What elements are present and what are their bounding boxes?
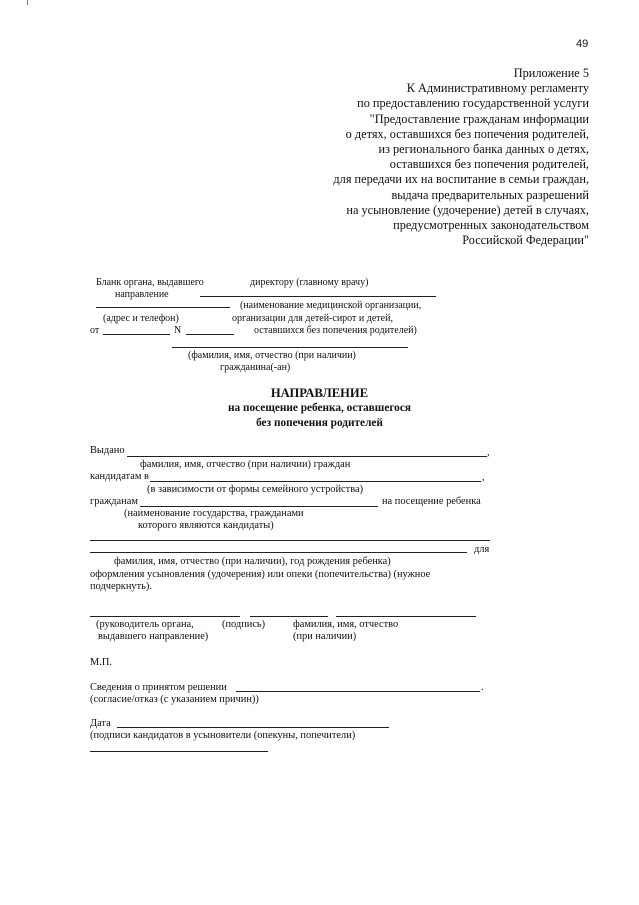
- from-label: от: [90, 325, 100, 336]
- document-subtitle: на посещение ребенка, оставшегося: [228, 402, 411, 414]
- fio-caption-sign: фамилия, имя, отчество: [293, 619, 399, 630]
- appendix-line: Приложение 5: [513, 66, 589, 80]
- state-caption-2: которого являются кандидаты): [138, 520, 274, 531]
- scan-edge-mark: [27, 0, 28, 5]
- child-line-2[interactable]: [90, 552, 467, 553]
- head-caption-2: выдавшего направление): [98, 631, 209, 642]
- date-from-line[interactable]: [103, 334, 170, 335]
- issued-to-line[interactable]: [127, 456, 487, 457]
- appendix-block: [333, 66, 589, 248]
- candidates-sign-line[interactable]: [90, 751, 268, 752]
- appendix-line: оставшихся без попечения родителей,: [389, 157, 589, 172]
- fio-caption: (фамилия, имя, отчество (при наличии): [188, 350, 356, 361]
- org-name-caption-2: организации для детей-сирот и детей,: [232, 313, 393, 324]
- org-name-caption: (наименование медицинской организации,: [240, 300, 422, 311]
- addressee-line[interactable]: [200, 296, 436, 297]
- number-line[interactable]: [186, 334, 234, 335]
- blank-label: Бланк органа, выдавшего: [96, 277, 204, 288]
- document-subtitle-2: без попечения родителей: [256, 417, 383, 429]
- comma: ,: [487, 447, 490, 458]
- fio-signature-line[interactable]: [336, 616, 476, 617]
- sign-line[interactable]: [250, 616, 328, 617]
- candidates-line[interactable]: [150, 481, 481, 482]
- blank-label-2: направление: [115, 289, 169, 300]
- head-caption: (руководитель органа,: [96, 619, 194, 630]
- decision-caption: (согласие/отказ (с указанием причин)): [90, 694, 259, 705]
- date-line[interactable]: [117, 727, 389, 728]
- org-name-caption-3: оставшихся без попечения родителей): [254, 325, 417, 336]
- state-caption: (наименование государства, гражданами: [124, 508, 304, 519]
- appendix-line: "Предоставление гражданам информации: [369, 111, 589, 126]
- date-label: Дата: [90, 718, 111, 729]
- sign-caption: (подпись): [222, 619, 266, 630]
- blank-line[interactable]: [96, 307, 230, 308]
- issued-label: Выдано: [90, 445, 125, 456]
- document-title: НАПРАВЛЕНИЕ: [270, 386, 369, 400]
- fio-citizens-caption: фамилия, имя, отчество (при наличии) граждан: [140, 459, 351, 470]
- candidates-label: кандидатам в: [90, 471, 149, 482]
- visit-label: на посещение ребенка: [382, 496, 481, 507]
- appendix-line: К Административному регламенту: [406, 81, 589, 96]
- appendix-line: Российской Федерации": [462, 233, 589, 248]
- number-label: N: [174, 325, 182, 336]
- purpose-text-2: подчеркнуть).: [90, 581, 152, 592]
- appendix-line: на усыновление (удочерение) детей в случаях,: [346, 202, 589, 217]
- appendix-line: из регионального банка данных о детях,: [378, 142, 589, 157]
- decision-period: .: [481, 682, 484, 693]
- family-form-caption: (в зависимости от формы семейного устройства): [147, 484, 364, 495]
- appendix-line: о детях, оставшихся без попечения родителей,: [345, 126, 589, 141]
- decision-line[interactable]: [236, 691, 480, 692]
- child-line-1[interactable]: [90, 540, 490, 541]
- head-signature-line[interactable]: [90, 616, 240, 617]
- candidates-sign-caption: (подписи кандидатов в усыновители (опекуны, попечители): [90, 730, 356, 741]
- fio-caption-sign-2: (при наличии): [293, 631, 357, 642]
- director-label: директору (главному врачу): [250, 277, 369, 288]
- stamp-label: М.П.: [90, 657, 112, 668]
- address-caption: (адрес и телефон): [103, 313, 179, 324]
- appendix-line: выдача предварительных разрешений: [391, 187, 589, 202]
- for-label: для: [474, 544, 490, 555]
- decision-label: Сведения о принятом решении: [90, 682, 227, 693]
- comma-2: ,: [482, 472, 485, 483]
- appendix-line: для передачи их на воспитание в семьи граждан,: [333, 172, 589, 187]
- citizen-caption: гражданина(-ан): [220, 362, 291, 373]
- child-fio-caption: фамилия, имя, отчество (при наличии), год рождения ребенка): [114, 556, 391, 567]
- citizen-fio-line[interactable]: [172, 347, 408, 348]
- appendix-line: по предоставлению государственной услуги: [357, 96, 589, 111]
- purpose-text: оформления усыновления (удочерения) или опеки (попечительства) (нужное: [90, 569, 431, 580]
- page-number: 49: [576, 38, 589, 50]
- citizens-label: гражданам: [90, 496, 138, 507]
- state-line[interactable]: [140, 506, 378, 507]
- appendix-line: предусмотренных законодательством: [393, 218, 589, 233]
